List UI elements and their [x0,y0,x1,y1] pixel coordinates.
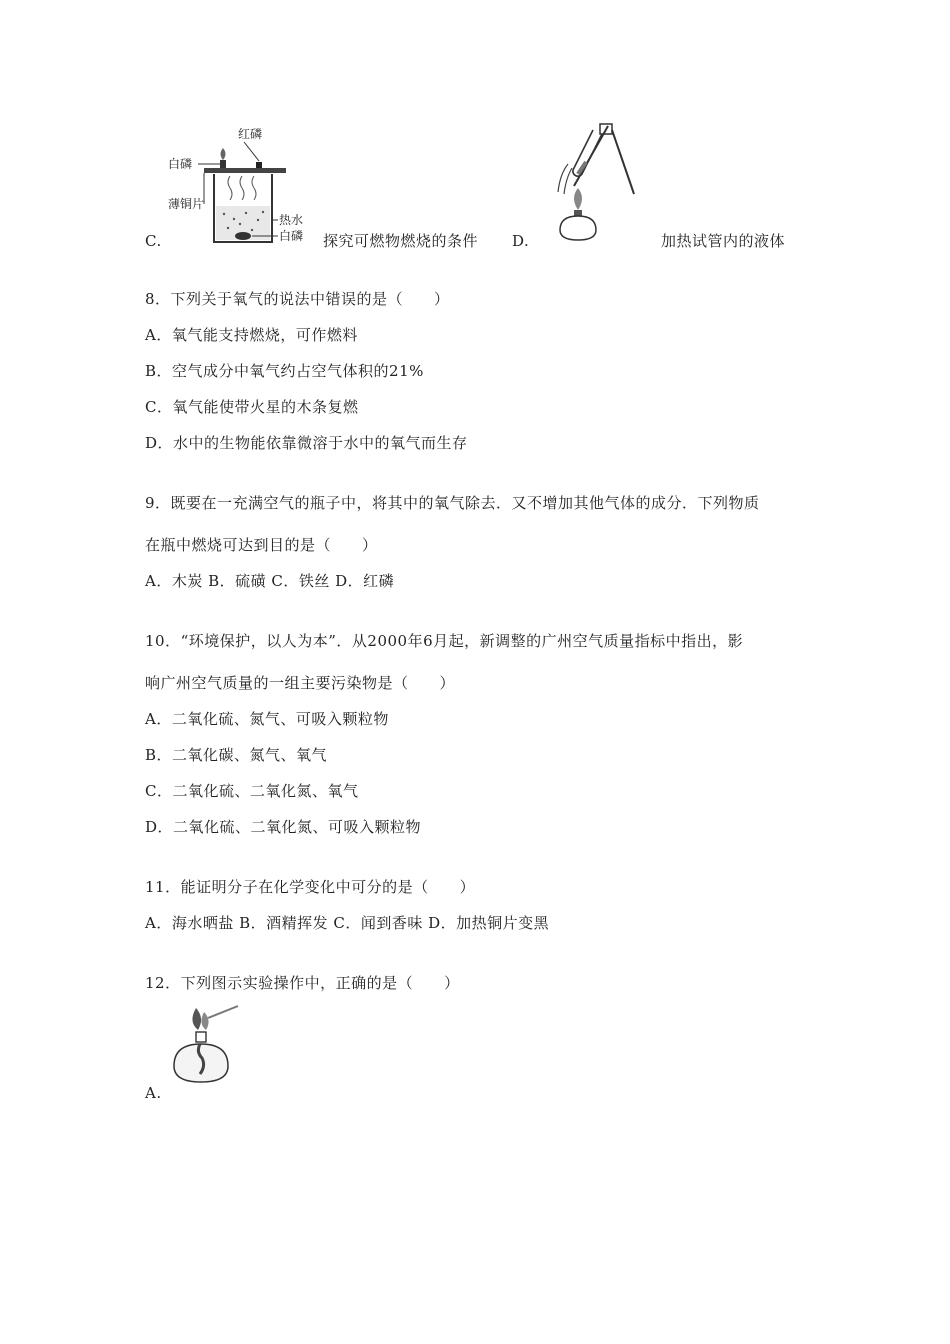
q9-options: A．木炭 B．硫磺 C．铁丝 D．红磷 [145,572,395,590]
q7-option-c-caption: 探究可燃物燃烧的条件 [323,232,479,250]
combustion-experiment-figure [168,124,318,248]
q8-option-a: A．氧气能支持燃烧，可作燃料 [145,326,358,344]
copper-plate-label: 薄铜片 [168,197,205,211]
q10-option-c: C．二氧化硫、二氧化氮、氧气 [145,782,359,800]
hot-water-label: 热水 [279,213,304,227]
heating-test-tube-figure [538,122,638,246]
q12-option-a-letter: A. [145,1084,162,1102]
white-phosphorus-water-label: 白磷 [279,229,304,243]
q12-stem: 12．下列图示实验操作中，正确的是（ ） [145,974,460,992]
alcohol-lamp-lighting-figure [166,1004,246,1092]
q10-option-b: B．二氧化碳、氮气、氧气 [145,746,328,764]
q8-stem: 8．下列关于氧气的说法中错误的是（ ） [145,290,450,308]
q9-stem-line2: 在瓶中燃烧可达到目的是（ ） [145,536,378,554]
q11-stem: 11．能证明分子在化学变化中可分的是（ ） [145,878,476,896]
white-phosphorus-label: 白磷 [168,157,193,171]
q11-options: A．海水晒盐 B．酒精挥发 C．闻到香味 D．加热铜片变黑 [145,914,550,932]
q10-option-a: A．二氧化硫、氮气、可吸入颗粒物 [145,710,389,728]
q10-stem-line2: 响广州空气质量的一组主要污染物是（ ） [145,674,456,692]
q7-option-d-letter: D. [512,232,530,250]
red-phosphorus-label: 红磷 [238,127,263,141]
q10-option-d: D．二氧化硫、二氧化氮、可吸入颗粒物 [145,818,422,836]
q9-stem-line1: 9．既要在一充满空气的瓶子中，将其中的氧气除去．又不增加其他气体的成分．下列物质 [145,494,760,512]
q7-option-c-letter: C. [145,232,162,250]
q8-option-c: C．氧气能使带火星的木条复燃 [145,398,359,416]
q7-option-d-caption: 加热试管内的液体 [661,232,786,250]
q10-stem-line1: 10．“环境保护，以人为本”．从2000年6月起，新调整的广州空气质量指标中指出，影 [145,632,744,650]
q8-option-b: B．空气成分中氧气约占空气体积的21% [145,362,424,380]
q8-option-d: D．水中的生物能依靠微溶于水中的氧气而生存 [145,434,468,452]
